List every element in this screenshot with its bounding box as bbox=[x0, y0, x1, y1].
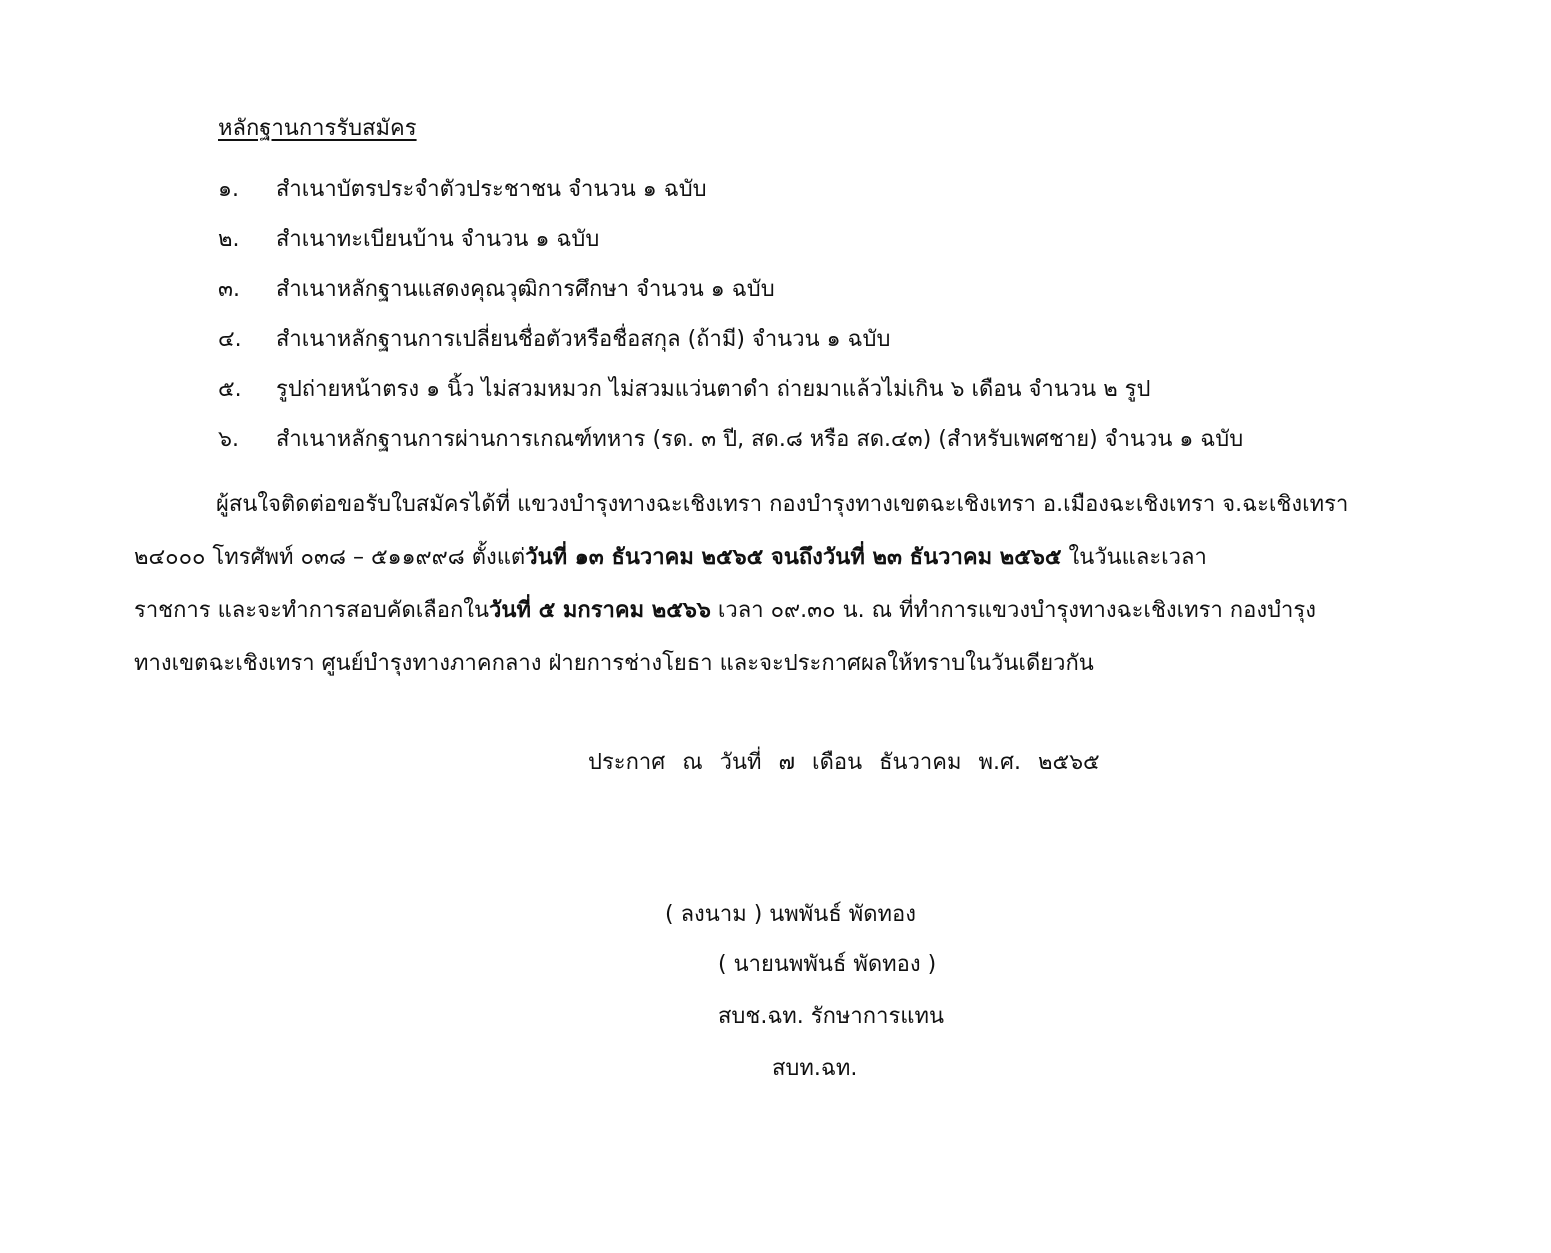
list-item-text: รูปถ่ายหน้าตรง ๑ นิ้ว ไม่สวมหมวก ไม่สวมแว่นตาดำ ถ่ายมาแล้วไม่เกิน ๖ เดือน จำนวน ๒ รูป bbox=[276, 376, 1151, 402]
list-item-number: ๖. bbox=[218, 426, 239, 452]
paragraph-text: ในวันและเวลา bbox=[1061, 545, 1207, 570]
list-item-text: สำเนาหลักฐานแสดงคุณวุฒิการศึกษา จำนวน ๑ ฉบับ bbox=[276, 276, 775, 302]
list-item-number: ๑. bbox=[218, 176, 239, 202]
list-item bbox=[218, 313, 1243, 363]
exam-date: วันที่ ๕ มกราคม ๒๕๖๖ bbox=[489, 598, 711, 623]
list-item-number: ๔. bbox=[218, 326, 242, 352]
signatory-position: สบช.ฉท. รักษาการแทน bbox=[718, 1004, 944, 1029]
paragraph-line: ทางเขตฉะเชิงเทรา ศูนย์บำรุงทางภาคกลาง ฝ่ายการช่างโยธา และจะประกาศผลให้ทราบในวันเดียวกัน bbox=[134, 651, 1094, 676]
list-item-number: ๒. bbox=[218, 226, 240, 252]
list-item-text: สำเนาหลักฐานการเปลี่ยนชื่อตัวหรือชื่อสกุล (ถ้ามี) จำนวน ๑ ฉบับ bbox=[276, 326, 891, 352]
paragraph-line bbox=[134, 531, 1454, 584]
signatory-position: สบท.ฉท. bbox=[772, 1056, 858, 1081]
section-heading: หลักฐานการรับสมัคร bbox=[218, 116, 417, 141]
list-item-text: สำเนาทะเบียนบ้าน จำนวน ๑ ฉบับ bbox=[276, 226, 600, 252]
list-item bbox=[218, 213, 1243, 263]
list-item bbox=[218, 263, 1243, 313]
list-item bbox=[218, 163, 1243, 213]
list-item-number: ๕. bbox=[218, 376, 242, 402]
list-item bbox=[218, 413, 1243, 463]
list-item-text: สำเนาหลักฐานการผ่านการเกณฑ์ทหาร (รด. ๓ ปี, สด.๘ หรือ สด.๔๓) (สำหรับเพศชาย) จำนวน ๑ ฉบับ bbox=[276, 426, 1244, 452]
requirements-list bbox=[218, 163, 1243, 463]
application-period: วันที่ ๑๓ ธันวาคม ๒๕๖๕ จนถึงวันที่ ๒๓ ธันวาคม ๒๕๖๕ bbox=[525, 545, 1062, 570]
paragraph-text: ๒๔๐๐๐ โทรศัพท์ ๐๓๘ – ๕๑๑๙๙๘ ตั้งแต่ bbox=[134, 545, 526, 570]
contact-paragraph bbox=[134, 478, 1454, 690]
paragraph-text: ราชการ และจะทำการสอบคัดเลือกใน bbox=[134, 598, 490, 623]
signature-line: ( ลงนาม ) นพพันธ์ พัดทอง bbox=[665, 902, 917, 927]
list-item bbox=[218, 363, 1243, 413]
list-item-number: ๓. bbox=[218, 276, 241, 302]
paragraph-line: ผู้สนใจติดต่อขอรับใบสมัครได้ที่ แขวงบำรุงทางฉะเชิงเทรา กองบำรุงทางเขตฉะเชิงเทรา อ.เมืองฉะเชิงเทรา จ.ฉะเชิงเทรา bbox=[216, 492, 1349, 517]
announcement-date: ประกาศ ณ วันที่ ๗ เดือน ธันวาคม พ.ศ. ๒๕๖๕ bbox=[588, 750, 1100, 775]
paragraph-line bbox=[134, 584, 1454, 637]
paragraph-text: เวลา ๐๙.๓๐ น. ณ ที่ทำการแขวงบำรุงทางฉะเชิงเทรา กองบำรุง bbox=[710, 598, 1316, 623]
signatory-name: ( นายนพพันธ์ พัดทอง ) bbox=[718, 952, 937, 977]
list-item-text: สำเนาบัตรประจำตัวประชาชน จำนวน ๑ ฉบับ bbox=[276, 176, 707, 202]
